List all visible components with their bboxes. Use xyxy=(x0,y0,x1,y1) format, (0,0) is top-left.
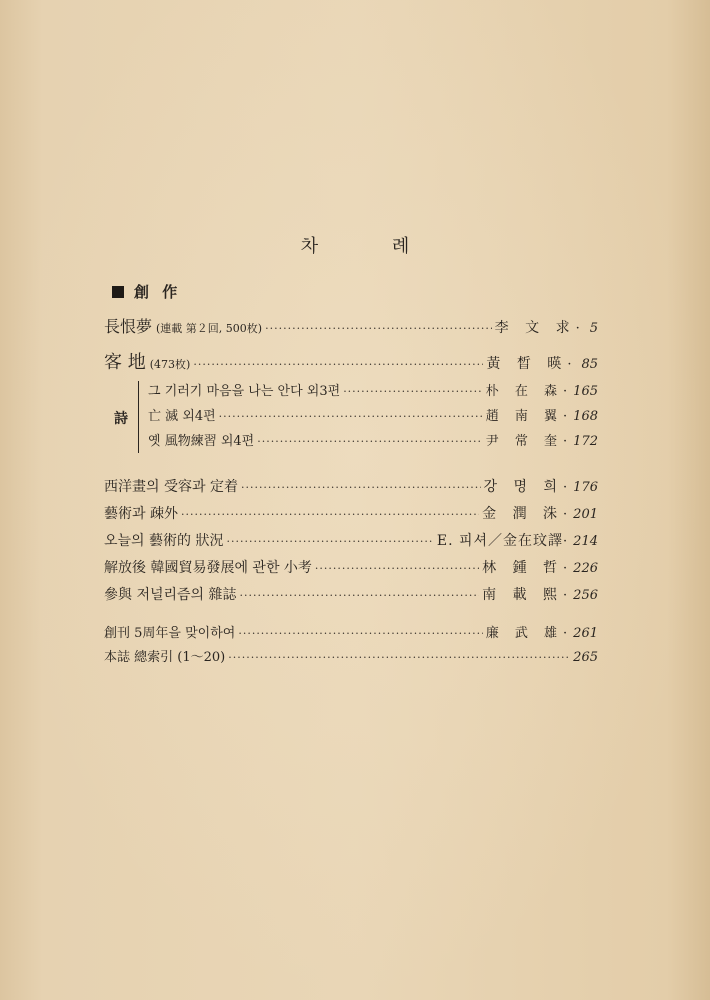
entry-author: E. 피셔／金在玟譯 xyxy=(436,533,564,549)
leader-dots xyxy=(219,410,483,423)
leader-dots xyxy=(265,322,492,335)
leader-dots xyxy=(181,508,479,521)
toc-entry: 長恨夢 (連載 第２回, 500枚) ····· 李 文 求 · 5 xyxy=(104,314,598,337)
leader-dots xyxy=(226,535,433,548)
toc-entry: 亡 滅 외4편 ····· 趙 南 翼 · 168 xyxy=(148,405,598,424)
entry-title: 그 기러기 마음을 나는 안다 외3편 xyxy=(148,384,341,399)
leader-dots xyxy=(238,627,482,640)
entry-title: 西洋畫의 受容과 定着 xyxy=(104,479,238,495)
entry-page: 201 xyxy=(573,507,598,522)
toc-entry: 參與 저널리즘의 雜誌 ····· 南 載 熙 · 256 xyxy=(104,584,598,604)
entry-page: 256 xyxy=(573,588,598,603)
entry-page: 176 xyxy=(573,480,598,495)
square-bullet-icon xyxy=(112,286,124,298)
toc-title: 차 례 xyxy=(300,236,444,257)
toc-entry: 創刊 5周年을 맞이하여 ····· 廉 武 雄 · 261 xyxy=(104,622,598,641)
entry-page: 165 xyxy=(573,384,598,399)
entry-title: 解放後 韓國貿易發展에 관한 小考 xyxy=(104,560,312,576)
entry-author: 南 載 熙 xyxy=(482,587,564,603)
leader-dots xyxy=(241,481,481,494)
toc-entry: 藝術과 疎外 ····· 金 潤 洙 · 201 xyxy=(104,503,598,523)
toc-entry xyxy=(104,646,598,665)
entry-title: 客 地 xyxy=(104,352,146,373)
entry-author: 趙 南 翼 xyxy=(485,409,564,424)
entry-page: 172 xyxy=(573,434,598,449)
entry-author: 尹 常 奎 xyxy=(485,434,564,449)
leader-dots xyxy=(343,385,483,398)
toc-entry: 그 기러기 마음을 나는 안다 외3편 ····· 朴 在 森 · 165 xyxy=(148,380,598,399)
entry-author: 黃 晳 暎 xyxy=(486,356,568,372)
entry-author: 강 명 희 xyxy=(483,479,564,495)
entry-author: 金 潤 洙 xyxy=(482,506,564,522)
entry-title: 옛 風物練習 외4편 xyxy=(148,434,255,449)
entry-page: 226 xyxy=(573,561,598,576)
entry-page: 261 xyxy=(573,626,598,641)
entry-note: (473枚) xyxy=(149,358,191,371)
section-heading xyxy=(112,281,181,302)
poem-group-bracket xyxy=(108,381,139,453)
entry-author: 林 鍾 哲 xyxy=(482,560,564,576)
entry-note: (連載 第２回, 500枚) xyxy=(156,322,263,335)
section-label: 創 作 xyxy=(134,283,182,301)
toc-entry: 客 地 (473枚) ····· 黃 晳 暎 · 85 xyxy=(104,348,598,374)
entry-title: 本誌 總索引 (1～20) xyxy=(104,650,226,665)
entry-title: 亡 滅 외4편 xyxy=(148,409,216,424)
toc-entry: 옛 風物練習 외4편 ····· 尹 常 奎 · 172 xyxy=(148,430,598,449)
entry-author: 李 文 求 xyxy=(494,320,576,336)
leader-dots xyxy=(240,589,480,602)
entry-page: 265 xyxy=(573,650,598,665)
entry-author: 朴 在 森 xyxy=(485,384,564,399)
entry-title: 參與 저널리즘의 雜誌 xyxy=(104,587,237,603)
entry-title: 長恨夢 xyxy=(104,317,153,336)
entry-author: 廉 武 雄 xyxy=(485,626,564,641)
toc-entry: 오늘의 藝術的 狀況 ····· E. 피셔／金在玟譯 · 214 xyxy=(104,530,598,550)
leader-dots xyxy=(228,651,568,664)
leader-dots xyxy=(193,358,483,371)
entry-page: 85 xyxy=(581,357,598,372)
entry-page: 5 xyxy=(589,321,598,336)
leader-dots xyxy=(257,435,483,448)
entry-page: 214 xyxy=(573,534,598,549)
entry-page: 168 xyxy=(573,409,598,424)
entry-title: 藝術과 疎外 xyxy=(104,506,178,522)
leader-dots xyxy=(315,562,479,575)
poem-label: 詩 xyxy=(114,411,128,427)
entry-title: 오늘의 藝術的 狀況 xyxy=(104,533,224,549)
entry-title: 創刊 5周年을 맞이하여 xyxy=(104,626,236,641)
toc-entry: 西洋畫의 受容과 定着 ····· 강 명 희 · 176 xyxy=(104,476,598,496)
toc-entry: 解放後 韓國貿易發展에 관한 小考 ····· 林 鍾 哲 · 226 xyxy=(104,557,598,577)
